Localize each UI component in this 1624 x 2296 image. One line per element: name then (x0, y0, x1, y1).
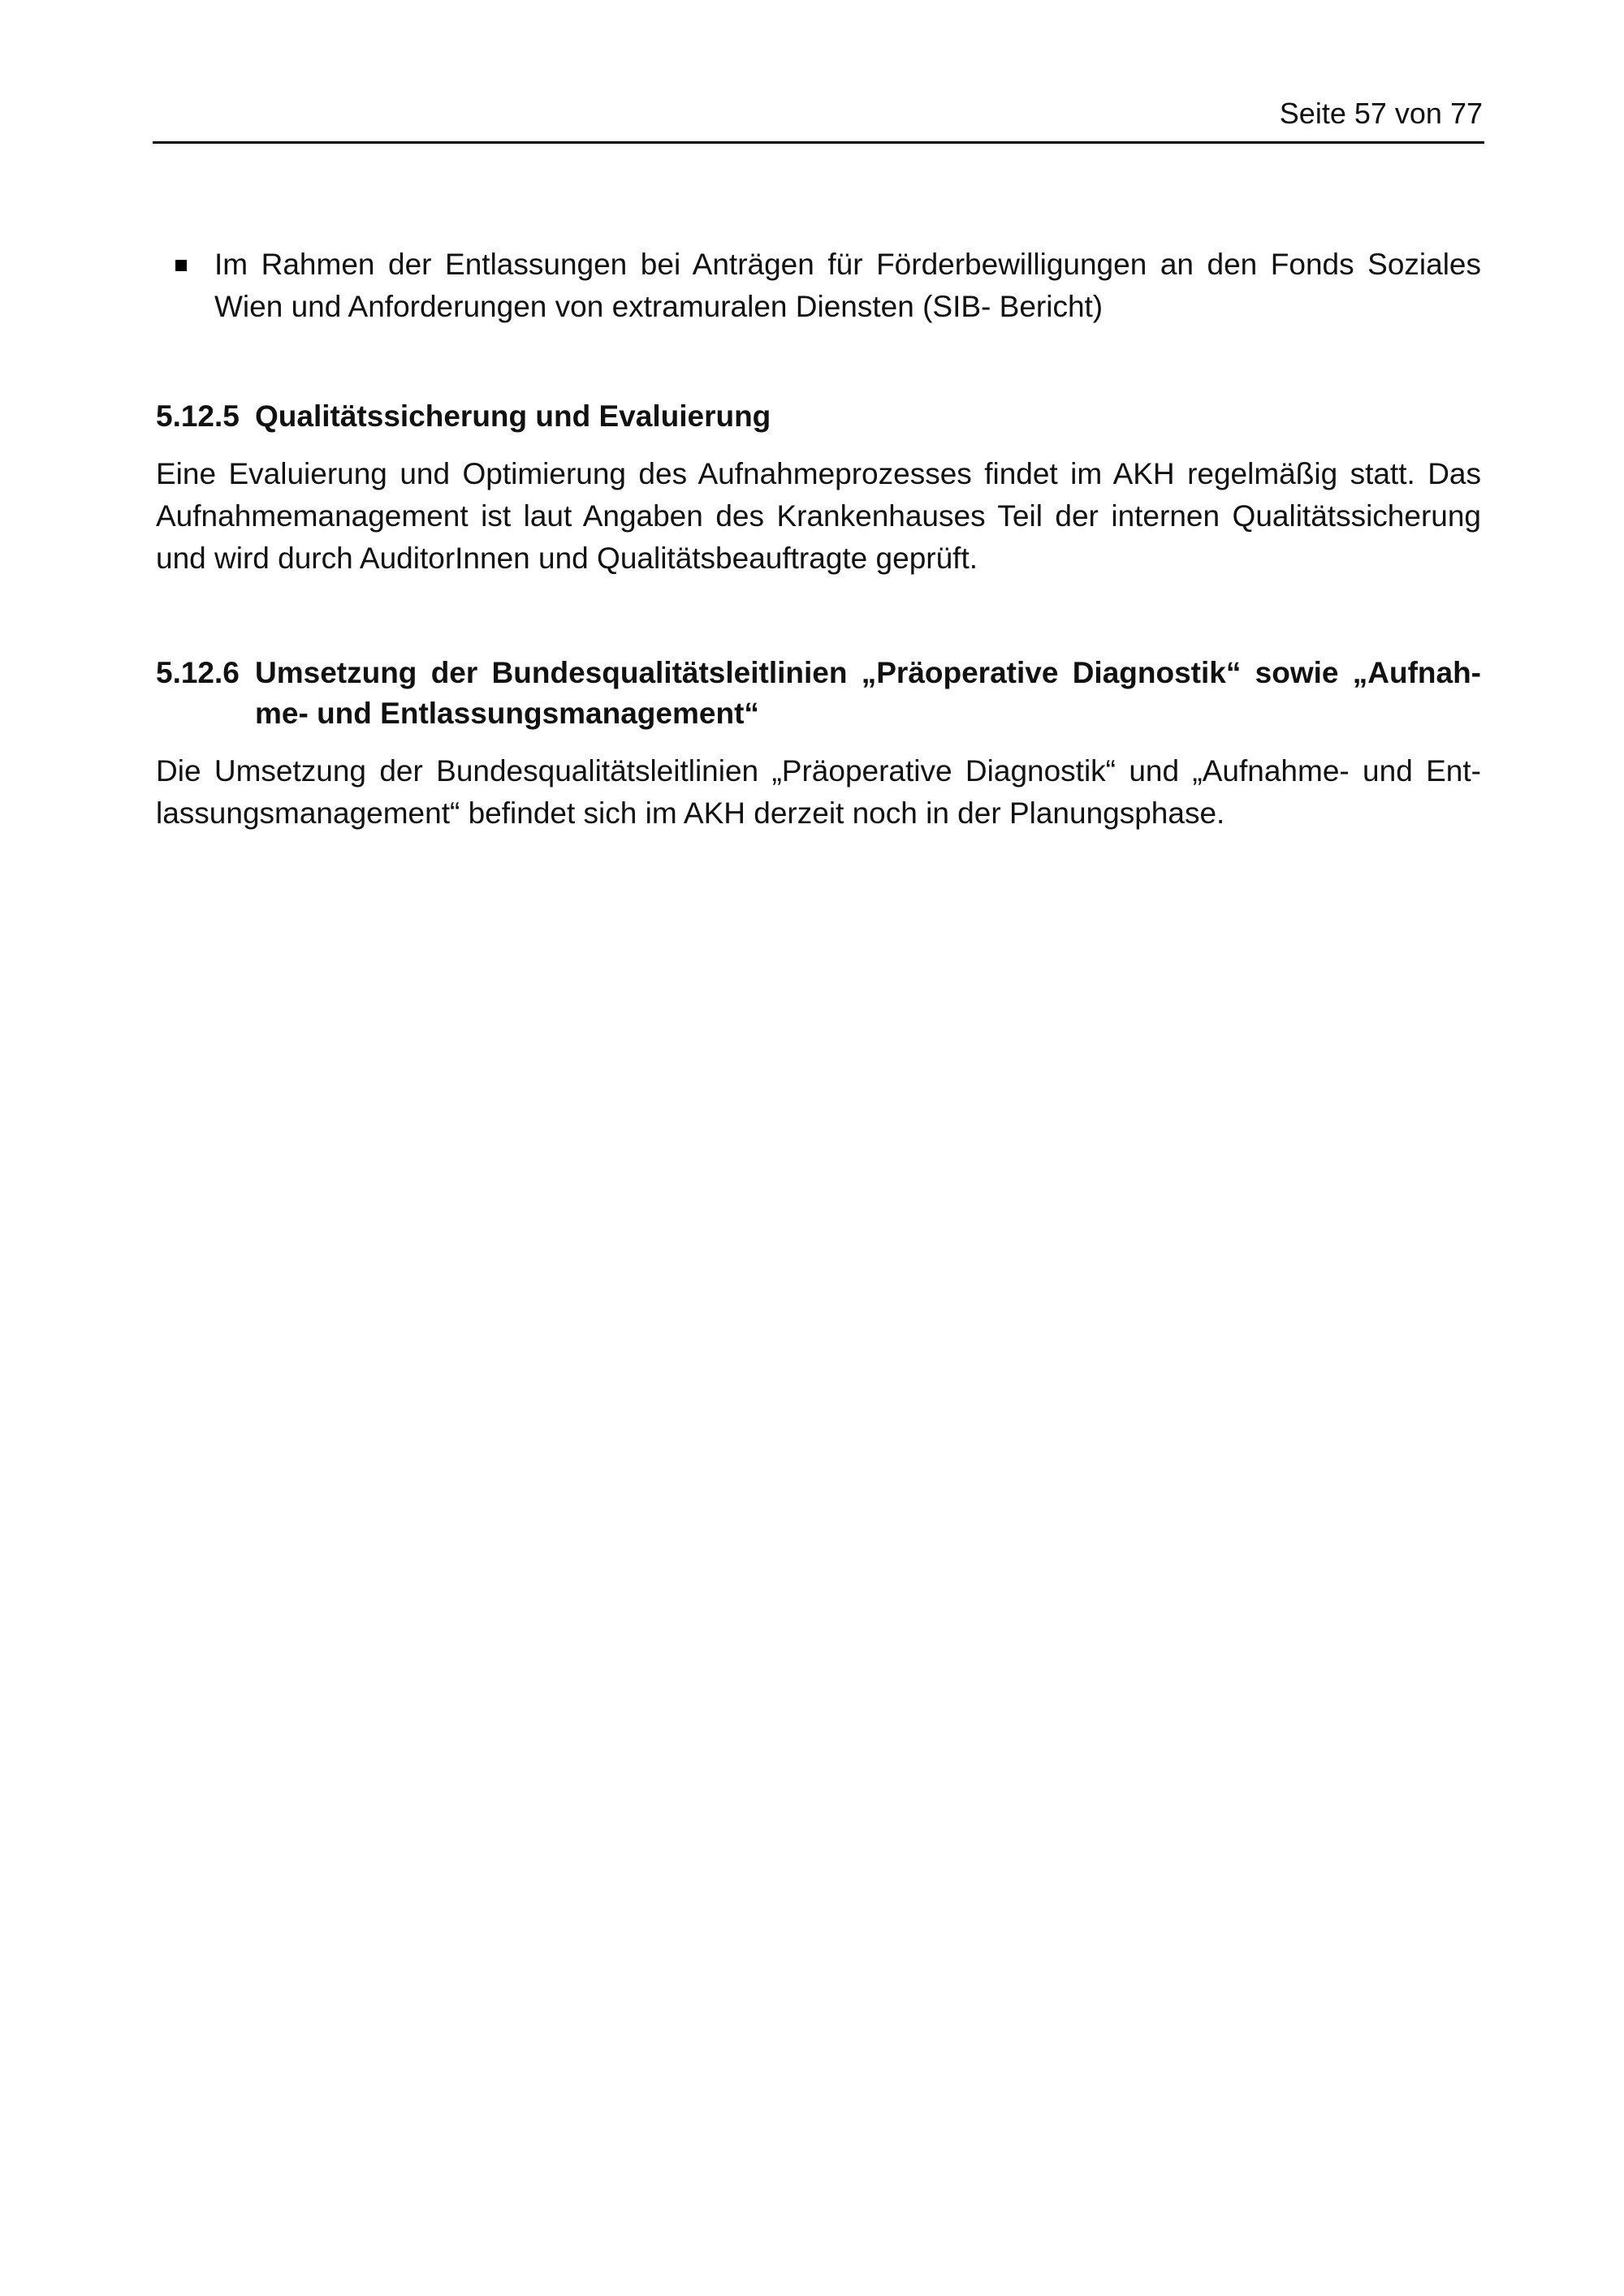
document-body (156, 244, 1481, 835)
page-number: Seite 57 von 77 (1279, 97, 1483, 130)
section-title: Umsetzung der Bundesqualitätsleitlinien „Präoperative Diagnostik“ sowie „Aufnahme- und Entlassungsmanagement“ (255, 656, 1481, 730)
section-paragraph: Eine Evaluierung und Optimierung des Aufnahmeprozesses findet im AKH regelmäßig statt. Das Aufnahmemanagement ist laut Angaben des Krankenhauses Teil der internen Qualitätssicherung und wird durch AuditorInnen und Qualitätsbeauftragte geprüft. (156, 457, 1481, 575)
bullet-list-item (156, 244, 1481, 328)
section-title: Qualitätssicherung und Evaluierung (255, 399, 771, 433)
page-header (153, 96, 1484, 144)
square-bullet-icon (175, 260, 187, 271)
bullet-text: Im Rahmen der Entlassungen bei Anträgen für Förderbewilligungen an den Fonds Soziales Wien und Anforderungen von extramuralen Diensten (SIB- Bericht) (214, 248, 1481, 323)
section-heading-5-12-6 (156, 653, 1481, 734)
section-paragraph: Die Umsetzung der Bundesqualitätsleitlinien „Präoperative Diagnostik“ und „Aufnahme- und Entlassungsmanagement“ befindet sich im AKH derzeit noch in der Planungsphase. (156, 754, 1481, 830)
section-number: 5.12.5 (156, 399, 240, 433)
section-heading-5-12-5 (156, 396, 1481, 437)
section-number: 5.12.6 (156, 656, 240, 689)
